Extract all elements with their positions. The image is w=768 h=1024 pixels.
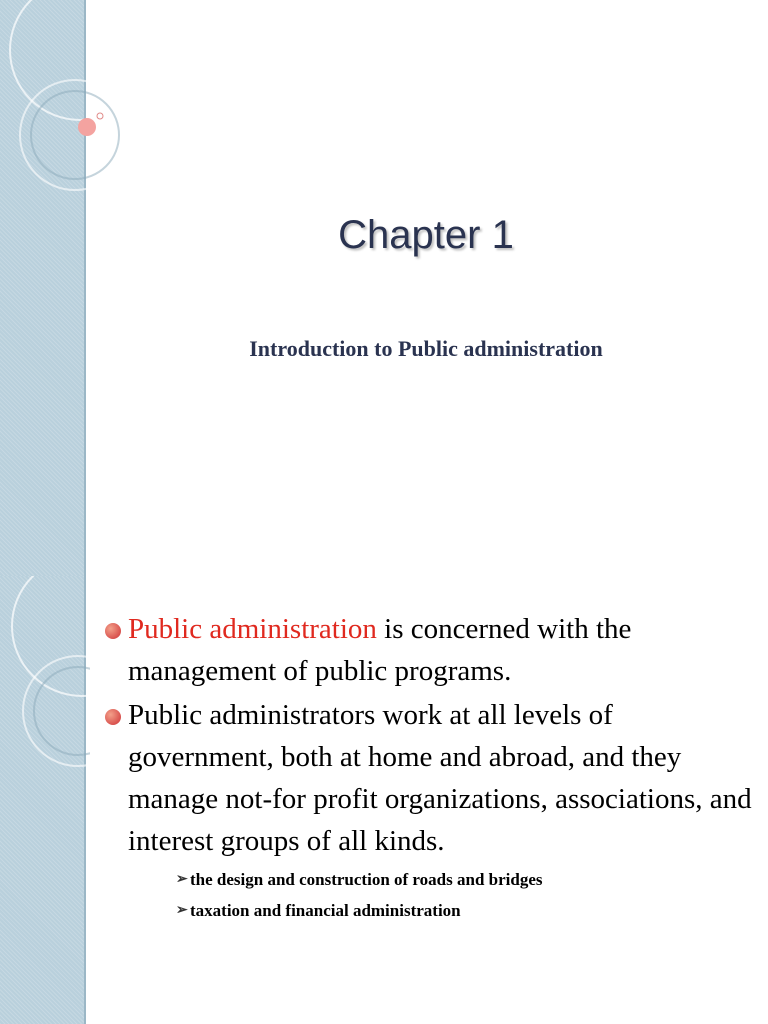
pink-dot-icon [78,118,96,136]
ring-decoration [0,576,90,1024]
side-decoration [0,576,86,1024]
circle-bullet-icon [105,709,121,725]
sub-bullet-item [176,895,736,926]
slide-title: Chapter 1 [338,213,514,257]
bullet-item [104,608,754,692]
bullet-item [104,694,754,862]
arrow-bullet-icon: ➢ [176,872,188,887]
sub-bullet-list [176,864,736,926]
bullet-text: is concerned with the management of public programs. [128,613,632,687]
sub-bullet-text: the design and construction of roads and bridges [190,870,543,889]
ring-decoration [0,0,120,576]
side-decoration [0,0,86,576]
sub-bullet-item [176,864,736,895]
arrow-bullet-icon: ➢ [176,903,188,918]
highlight-term: Public administration [128,613,377,645]
sub-bullet-text: taxation and financial administration [190,901,461,920]
circle-bullet-icon [105,623,121,639]
slide-subtitle: Introduction to Public administration [249,336,603,361]
bullet-list [104,608,754,864]
bullet-text: Public administrators work at all levels of government, both at home and abroad, and they manage not-for profit organizations, associations, and interest groups of all kinds. [128,699,752,857]
